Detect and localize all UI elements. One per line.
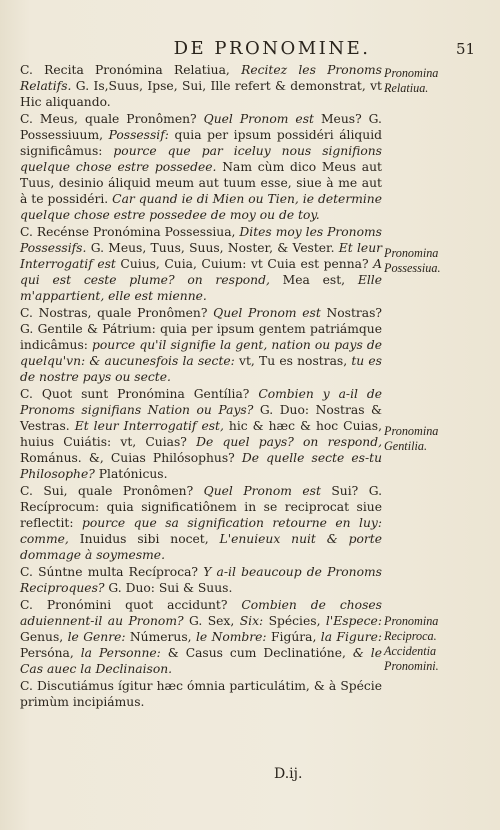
latin-text: Pronómini quot accidunt? <box>46 598 242 613</box>
dialogue-paragraph <box>20 306 382 386</box>
dialogue-paragraph <box>20 679 382 711</box>
latin-text: G. Meus, Tuus, Suus, Noster, & Vester. <box>86 240 339 255</box>
latin-text: Sui? G. Recíprocum: quia significatiônem in se reciprocat siue reflectit: <box>20 484 383 530</box>
french-gloss: & le Cas auec la Declinaison. <box>20 646 382 677</box>
french-gloss: Combien de choses aduiennent-il au Pronom? <box>20 598 382 629</box>
latin-text: G. Is,Suus, Ipse, Sui, Ille refert & demonstrat, vt Hic aliquando. <box>20 78 382 109</box>
latin-text: & Casus cum Declinatióne, <box>160 646 353 661</box>
speaker-mark: C. <box>20 306 33 321</box>
french-gloss: pource qu'il signifie la gent, nation ou pays de quelqu'vn: & aucunesfois la secte: <box>20 337 382 368</box>
latin-text: Discutiámus ígitur hæc ómnia particulátim, & à Spécie primùm incipiámus. <box>20 679 382 710</box>
french-gloss: De quelle secte es-tu Philosophe? <box>20 450 382 481</box>
latin-text: G. Duo: Sui & Suus. <box>104 581 233 595</box>
speaker-mark: C. <box>20 225 33 240</box>
latin-text: Quot sunt Pronómina Gentília? <box>41 387 259 402</box>
speaker-mark: C. <box>20 387 33 402</box>
french-gloss: Recitez les Pronoms Relatifs. <box>20 63 382 93</box>
margin-note-line: Pronomina <box>384 614 439 628</box>
latin-text: Meus? G. Possessiuum, <box>20 112 382 143</box>
french-gloss: Combien y a-il de Pronoms signifians Nation ou Pays? <box>20 387 382 418</box>
speaker-mark: C. <box>20 598 33 613</box>
dialogue-paragraph <box>20 63 382 111</box>
dialogue-paragraph <box>20 484 382 564</box>
french-gloss: Et leur Interrogatif est, <box>74 418 224 433</box>
french-gloss: Y a-il beaucoup de Pronoms Reciproques? <box>20 565 382 595</box>
latin-text: Recénse Pronómina Possessiua, <box>36 225 240 240</box>
french-gloss: pource que par iceluy nous signifions quelque chose estre possedee. <box>20 144 382 174</box>
french-gloss: le Nombre: <box>195 630 267 645</box>
margin-note <box>384 424 496 454</box>
latin-text: Cuius, Cuia, Cuium: vt Cuia est penna? <box>115 256 374 271</box>
french-gloss: Quel Pronom est <box>213 306 321 321</box>
dialogue-text <box>20 63 382 713</box>
dialogue-paragraph <box>20 565 382 597</box>
latin-text: quia per ipsum possidéri áliquid significâmus: <box>20 128 383 159</box>
dialogue-paragraph <box>20 387 382 482</box>
margin-note <box>384 614 496 674</box>
margin-note-line: Pronomini. <box>384 659 439 673</box>
margin-note-line: Pronomina <box>384 246 439 260</box>
speaker-mark: C. <box>20 565 33 580</box>
french-gloss: pource que sa signification retourne en luy: comme, <box>20 515 383 546</box>
speaker-mark: C. <box>20 63 33 77</box>
french-gloss: Et leur Interrogatif est <box>20 240 382 271</box>
french-gloss: Dites moy les Pronoms Possessifs. <box>20 225 382 255</box>
latin-text: G. Sex, <box>183 614 240 629</box>
margin-note <box>384 246 496 276</box>
latin-text: Númerus, <box>125 630 196 645</box>
french-gloss: Quel Pronom est <box>203 112 314 127</box>
latin-text: Nostras, quale Pronômen? <box>38 306 214 321</box>
latin-text: Nostras? G. Gentile & Pátrium: quia per ipsum gentem patriámque indicâmus: <box>20 306 383 352</box>
latin-text: G. Duo: Nostras & Vestras. <box>20 403 382 433</box>
latin-text: vt, Tu es nostras, <box>234 353 352 368</box>
margin-note-line: Reciproca. <box>384 629 437 643</box>
latin-text: Románus. &, Cuias Philósophus? <box>20 450 242 465</box>
french-gloss: Quel Pronom est <box>203 484 321 499</box>
running-header: DE PRONOMINE. <box>173 38 371 59</box>
margin-note-line: Pronomina <box>384 424 439 438</box>
french-gloss: la Personne: <box>80 646 161 661</box>
french-gloss: la Figure: <box>320 630 382 645</box>
page-number: 51 <box>456 40 476 58</box>
margin-note-line: Accidentia <box>384 644 437 658</box>
dialogue-paragraph <box>20 225 382 305</box>
latin-text: Súntne multa Recíproca? <box>38 565 204 580</box>
latin-text: Platónicus. <box>94 466 168 481</box>
latin-text: Genus, <box>20 630 68 645</box>
signature-mark: D.ij. <box>274 766 303 782</box>
margin-note <box>384 66 496 96</box>
speaker-mark: C. <box>20 679 33 694</box>
french-gloss: Car quand ie di Mien ou Tien, ie determine quelque chose estre possedee de moy ou de toy. <box>20 191 382 222</box>
latin-text: Sui, quale Pronômen? <box>43 484 204 499</box>
french-gloss: De quel pays? on respond, <box>196 434 383 449</box>
speaker-mark: C. <box>20 112 33 127</box>
latin-text: Inuidus sibi nocet, <box>68 531 220 546</box>
latin-text: Spécies, <box>263 614 326 629</box>
latin-text: Figúra, <box>266 630 321 645</box>
french-gloss: l'Espece: <box>325 614 382 629</box>
french-gloss: le Genre: <box>67 630 126 645</box>
french-gloss: Elle m'appartient, elle est mienne. <box>20 272 382 303</box>
margin-note-line: Possessiua. <box>384 261 441 275</box>
dialogue-paragraph <box>20 598 382 678</box>
french-gloss: A qui est ceste plume? on respond, <box>20 256 382 287</box>
french-gloss: L'enuieux nuit & porte dommage à soymesme. <box>20 531 382 562</box>
latin-text: Persóna, <box>20 646 81 661</box>
margin-note-line: Relatiua. <box>384 81 429 95</box>
margin-note-line: Pronomina <box>384 66 439 80</box>
latin-text: Mea est, <box>269 272 358 287</box>
french-gloss: tu es de nostre pays ou secte. <box>20 353 382 384</box>
latin-text: hic & hæc & hoc Cuias, huius Cuiátis: vt, Cuias? <box>20 418 382 449</box>
latin-text: Meus, quale Pronômen? <box>39 112 204 127</box>
latin-text: Recita Pronómina Relatiua, <box>44 63 242 77</box>
margin-note-line: Gentilia. <box>384 439 427 453</box>
french-gloss: Six: <box>239 614 264 629</box>
dialogue-paragraph <box>20 112 382 223</box>
speaker-mark: C. <box>20 484 33 499</box>
french-gloss: Possessif: <box>108 128 169 143</box>
latin-text: Nam cùm dico Meus aut Tuus, desinio áliquid meum aut tuum esse, siue à me aut à te possidéri. <box>20 159 382 206</box>
